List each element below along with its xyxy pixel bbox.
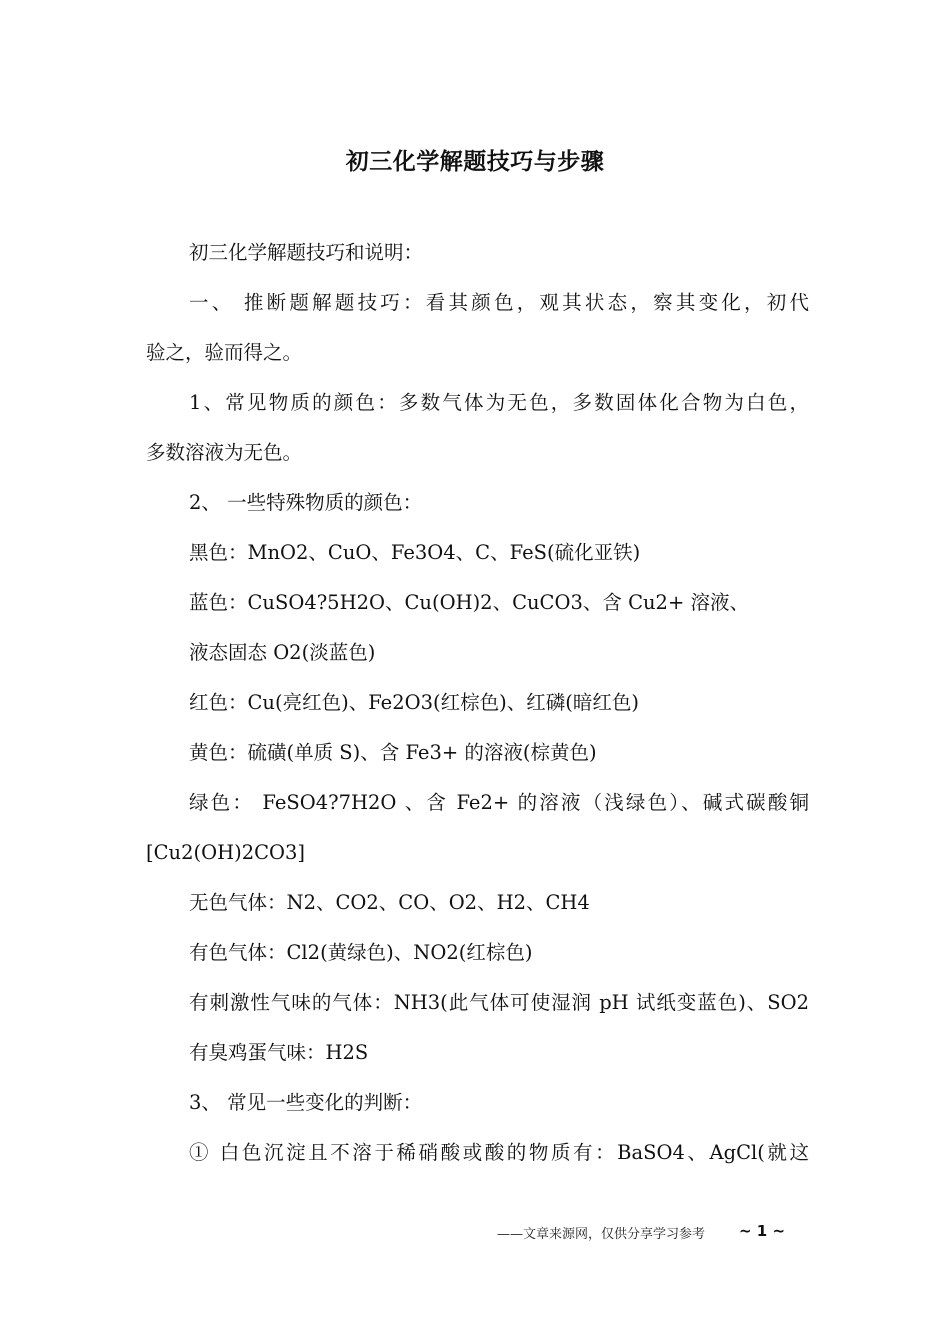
list-item: 蓝色：CuSO4?5H2O、Cu(OH)2、CuCO3、含 Cu2+ 溶液、 [189, 591, 749, 614]
list-item: 黑色：MnO2、CuO、Fe3O4、C、FeS(硫化亚铁) [189, 541, 641, 564]
list-item-continued: 液态固态 O2(淡蓝色) [189, 641, 376, 664]
list-item: 有色气体：Cl2(黄绿色)、NO2(红棕色) [189, 941, 533, 964]
list-item: 有臭鸡蛋气味：H2S [189, 1041, 369, 1064]
list-item: ① 白色沉淀且不溶于稀硝酸或酸的物质有：BaSO4、AgCl(就这 [189, 1141, 809, 1164]
list-item: 无色气体：N2、CO2、CO、O2、H2、CH4 [189, 891, 590, 914]
list-item-continued: [Cu2(OH)2CO3] [146, 841, 306, 864]
section-heading: 2、 一些特殊物质的颜色： [189, 491, 423, 514]
paragraph-line: 一、 推断题解题技巧：看其颜色，观其状态，察其变化，初代 [189, 291, 809, 314]
section-heading: 3、 常见一些变化的判断： [189, 1091, 423, 1114]
paragraph-line: 1、常见物质的颜色：多数气体为无色，多数固体化合物为白色， [189, 391, 809, 414]
list-item: 红色：Cu(亮红色)、Fe2O3(红棕色)、红磷(暗红色) [189, 691, 639, 714]
document-title: 初三化学解题技巧与步骤 [345, 149, 605, 175]
paragraph-line-continued: 多数溶液为无色。 [146, 441, 303, 464]
list-item: 绿色： FeSO4?7H2O 、含 Fe2+ 的溶液（浅绿色）、碱式碳酸铜 [189, 791, 809, 814]
list-item: 有刺激性气味的气体：NH3(此气体可使湿润 pH 试纸变蓝色)、SO2 [189, 991, 809, 1014]
list-item: 黄色：硫磺(单质 S)、含 Fe3+ 的溶液(棕黄色) [189, 741, 597, 764]
paragraph-line-continued: 验之，验而得之。 [146, 341, 303, 364]
intro-heading: 初三化学解题技巧和说明： [189, 241, 424, 264]
footer-source: ——文章来源网，仅供分享学习参考 [497, 1227, 706, 1242]
page-number: ~ 1 ~ [739, 1222, 786, 1240]
